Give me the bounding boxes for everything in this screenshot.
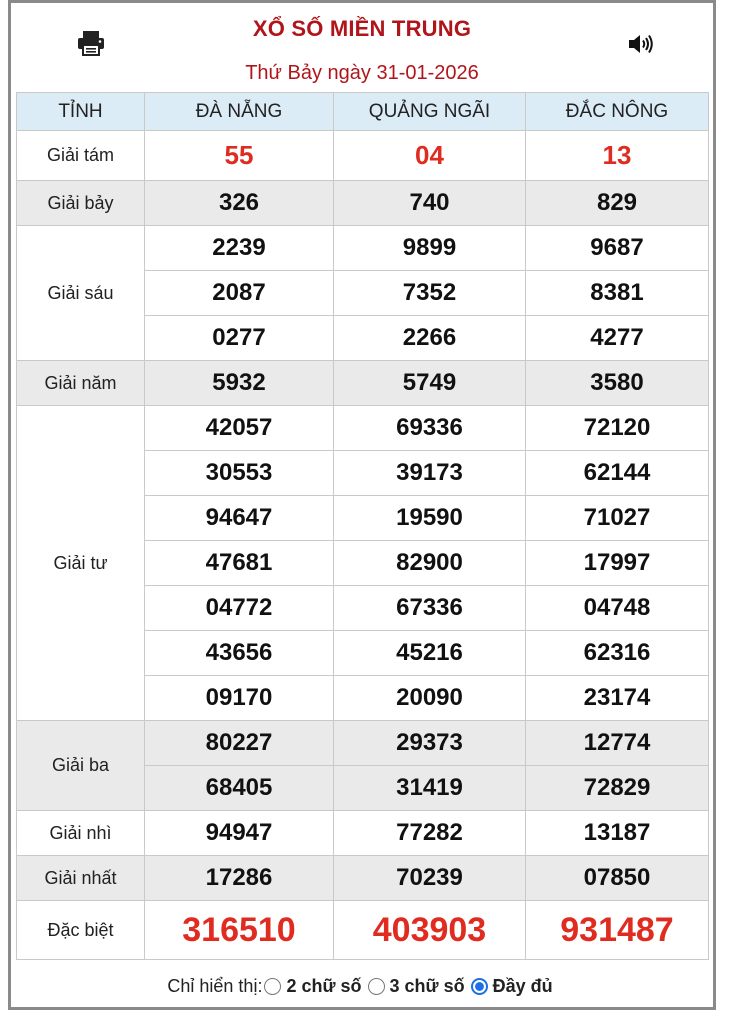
prize-number: 68405 [145, 766, 334, 811]
prize-label: Giải bảy [17, 181, 145, 226]
table-row [17, 181, 709, 226]
prize-number: 72829 [526, 766, 709, 811]
prize-number: 4277 [526, 316, 709, 361]
table-row [17, 131, 709, 181]
prize-label: Giải tám [17, 131, 145, 181]
prize-number: 5932 [145, 361, 334, 406]
special-prize-number: 403903 [334, 901, 526, 960]
prize-number: 04748 [526, 586, 709, 631]
radio-full[interactable] [471, 978, 488, 995]
prize-number: 23174 [526, 676, 709, 721]
prize-number: 55 [145, 131, 334, 181]
prize-number: 47681 [145, 541, 334, 586]
prize-number: 12774 [526, 721, 709, 766]
prize-number: 45216 [334, 631, 526, 676]
prize-number: 19590 [334, 496, 526, 541]
prize-number: 07850 [526, 856, 709, 901]
prize-number: 82900 [334, 541, 526, 586]
prize-number: 5749 [334, 361, 526, 406]
prize-number: 80227 [145, 721, 334, 766]
table-row [17, 226, 709, 271]
radio-2-digits[interactable] [264, 978, 281, 995]
table-header-row [17, 93, 709, 131]
table-row [17, 406, 709, 451]
prize-number: 8381 [526, 271, 709, 316]
prize-number: 13187 [526, 811, 709, 856]
prize-number: 0277 [145, 316, 334, 361]
table-row [17, 901, 709, 960]
prize-label: Giải tư [17, 406, 145, 721]
prize-number: 29373 [334, 721, 526, 766]
prize-number: 2087 [145, 271, 334, 316]
prize-number: 71027 [526, 496, 709, 541]
option-label: 3 chữ số [389, 975, 465, 996]
prize-number: 04772 [145, 586, 334, 631]
prize-number: 20090 [334, 676, 526, 721]
prize-number: 62144 [526, 451, 709, 496]
prize-number: 9899 [334, 226, 526, 271]
column-header-dac-nong: ĐẮC NÔNG [526, 93, 709, 131]
prize-number: 39173 [334, 451, 526, 496]
prize-number: 2239 [145, 226, 334, 271]
prize-label: Đặc biệt [17, 901, 145, 960]
special-prize-number: 316510 [145, 901, 334, 960]
page-title: XỔ SỐ MIỀN TRUNG [252, 16, 472, 41]
table-row [17, 856, 709, 901]
special-prize-number: 931487 [526, 901, 709, 960]
prize-number: 04 [334, 131, 526, 181]
prize-number: 09170 [145, 676, 334, 721]
prize-number: 13 [526, 131, 709, 181]
column-header-da-nang: ĐÀ NẴNG [145, 93, 334, 131]
prize-number: 94947 [145, 811, 334, 856]
prize-label: Giải sáu [17, 226, 145, 361]
prize-label: Giải nhì [17, 811, 145, 856]
radio-3-digits[interactable] [368, 978, 385, 995]
prize-number: 7352 [334, 271, 526, 316]
prize-number: 70239 [334, 856, 526, 901]
prize-label: Giải nhất [17, 856, 145, 901]
prize-number: 69336 [334, 406, 526, 451]
prize-number: 9687 [526, 226, 709, 271]
option-2-digits[interactable] [264, 976, 365, 997]
prize-number: 17997 [526, 541, 709, 586]
prize-number: 43656 [145, 631, 334, 676]
prize-number: 31419 [334, 766, 526, 811]
prize-number: 42057 [145, 406, 334, 451]
prize-label: Giải ba [17, 721, 145, 811]
prize-number: 3580 [526, 361, 709, 406]
speaker-icon[interactable] [628, 33, 654, 55]
prize-number: 326 [145, 181, 334, 226]
column-header-quang-ngai: QUẢNG NGÃI [334, 93, 526, 131]
prize-number: 17286 [145, 856, 334, 901]
draw-date: Thứ Bảy ngày 31-01-2026 [245, 62, 479, 84]
column-header-province: TỈNH [17, 93, 145, 131]
table-row [17, 811, 709, 856]
prize-number: 62316 [526, 631, 709, 676]
prize-number: 67336 [334, 586, 526, 631]
display-filter [11, 970, 713, 1002]
prize-number: 94647 [145, 496, 334, 541]
results-panel [8, 0, 716, 1010]
prize-number: 829 [526, 181, 709, 226]
prize-number: 72120 [526, 406, 709, 451]
option-3-digits[interactable] [368, 976, 469, 997]
option-label: 2 chữ số [286, 975, 362, 996]
header [11, 0, 713, 92]
prize-number: 77282 [334, 811, 526, 856]
display-filter-label: Chỉ hiển thị: [167, 975, 263, 996]
option-label: Đầy đủ [492, 975, 553, 996]
prize-number: 30553 [145, 451, 334, 496]
table-row [17, 721, 709, 766]
results-table [16, 92, 709, 960]
option-full[interactable] [471, 976, 557, 997]
prize-number: 740 [334, 181, 526, 226]
prize-number: 2266 [334, 316, 526, 361]
prize-label: Giải năm [17, 361, 145, 406]
table-row [17, 361, 709, 406]
